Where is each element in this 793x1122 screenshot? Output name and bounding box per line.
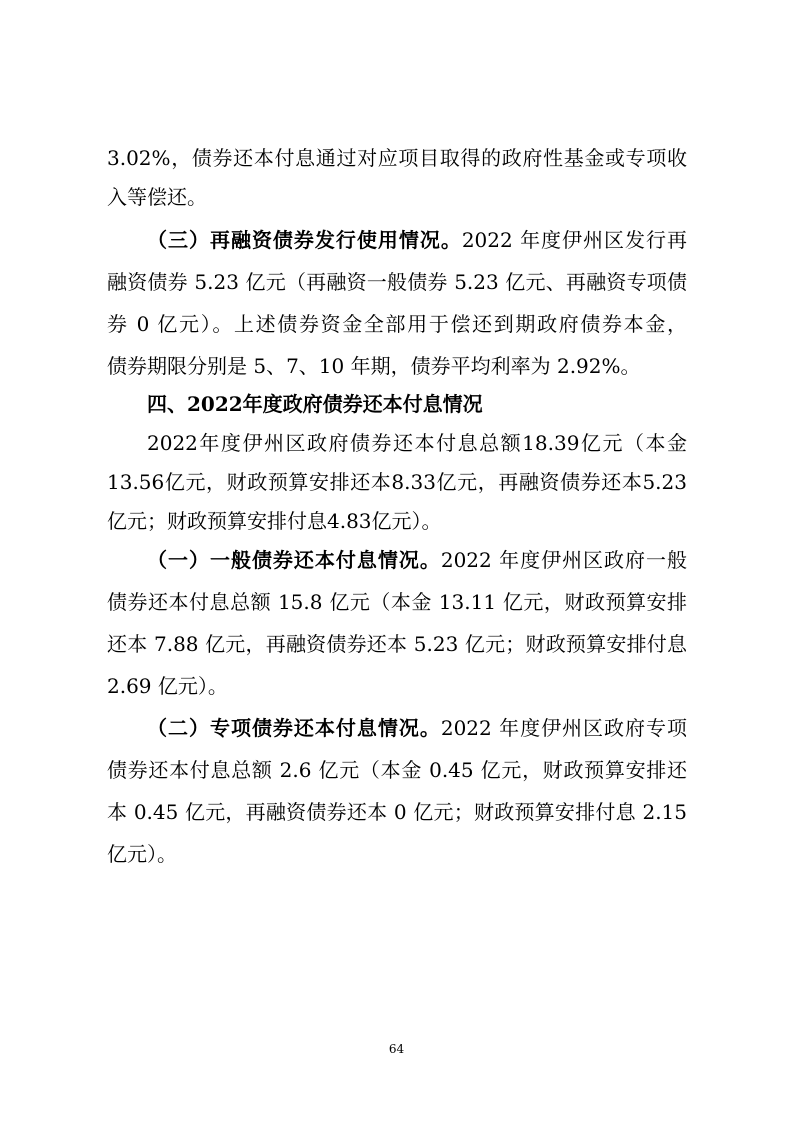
paragraph-refinancing-line-1 — [147, 226, 687, 254]
paragraph-summary-line-2: 13.56亿元，财政预算安排还本8.33亿元，再融资债券还本5.23 — [107, 470, 687, 494]
paragraph-general-line-2: 债券还本付息总额 15.8 亿元（本金 13.11 亿元，财政预算安排 — [107, 590, 687, 614]
paragraph-summary-line-1: 2022年度伊州区政府债券还本付息总额18.39亿元（本金 — [147, 431, 687, 455]
special-heading: （二）专项债券还本付息情况。 — [147, 716, 441, 740]
paragraph-refinancing-line-3: 券 0 亿元）。上述债券资金全部用于偿还到期政府债券本金， — [107, 312, 687, 336]
paragraph-special-line-4: 亿元）。 — [107, 842, 177, 866]
paragraph-general-line-1 — [147, 546, 687, 574]
paragraph-refinancing-line-4: 债券期限分别是 5、7、10 年期，债券平均利率为 2.92%。 — [107, 354, 641, 378]
page-number: 64 — [388, 1042, 405, 1056]
section-4-title: 四、2022年度政府债券还本付息情况 — [147, 392, 483, 416]
refinancing-line-1-text: 2022 年度伊州区发行再 — [461, 228, 687, 252]
general-heading: （一）一般债券还本付息情况。 — [147, 548, 441, 572]
special-line-1-text: 2022 年度伊州区政府专项 — [440, 716, 687, 740]
paragraph-special-line-2: 债券还本付息总额 2.6 亿元（本金 0.45 亿元，财政预算安排还 — [107, 758, 687, 782]
paragraph-summary-line-3: 亿元；财政预算安排付息4.83亿元）。 — [107, 509, 442, 533]
paragraph-general-line-3: 还本 7.88 亿元，再融资债券还本 5.23 亿元；财政预算安排付息 — [107, 632, 687, 656]
general-line-1-text: 2022 年度伊州区政府一般 — [440, 548, 687, 572]
paragraph-general-line-4: 2.69 亿元）。 — [107, 674, 228, 698]
refinancing-heading: （三）再融资债券发行使用情况。 — [147, 228, 462, 252]
paragraph-special-line-3: 本 0.45 亿元，再融资债券还本 0 亿元；财政预算安排付息 2.15 — [107, 800, 687, 824]
paragraph-1-line-1: 3.02%，债券还本付息通过对应项目取得的政府性基金或专项收 — [107, 146, 687, 170]
paragraph-1-line-2: 入等偿还。 — [107, 185, 207, 209]
paragraph-special-line-1 — [147, 714, 687, 742]
paragraph-refinancing-line-2: 融资债券 5.23 亿元（再融资一般债券 5.23 亿元、再融资专项债 — [107, 270, 687, 294]
